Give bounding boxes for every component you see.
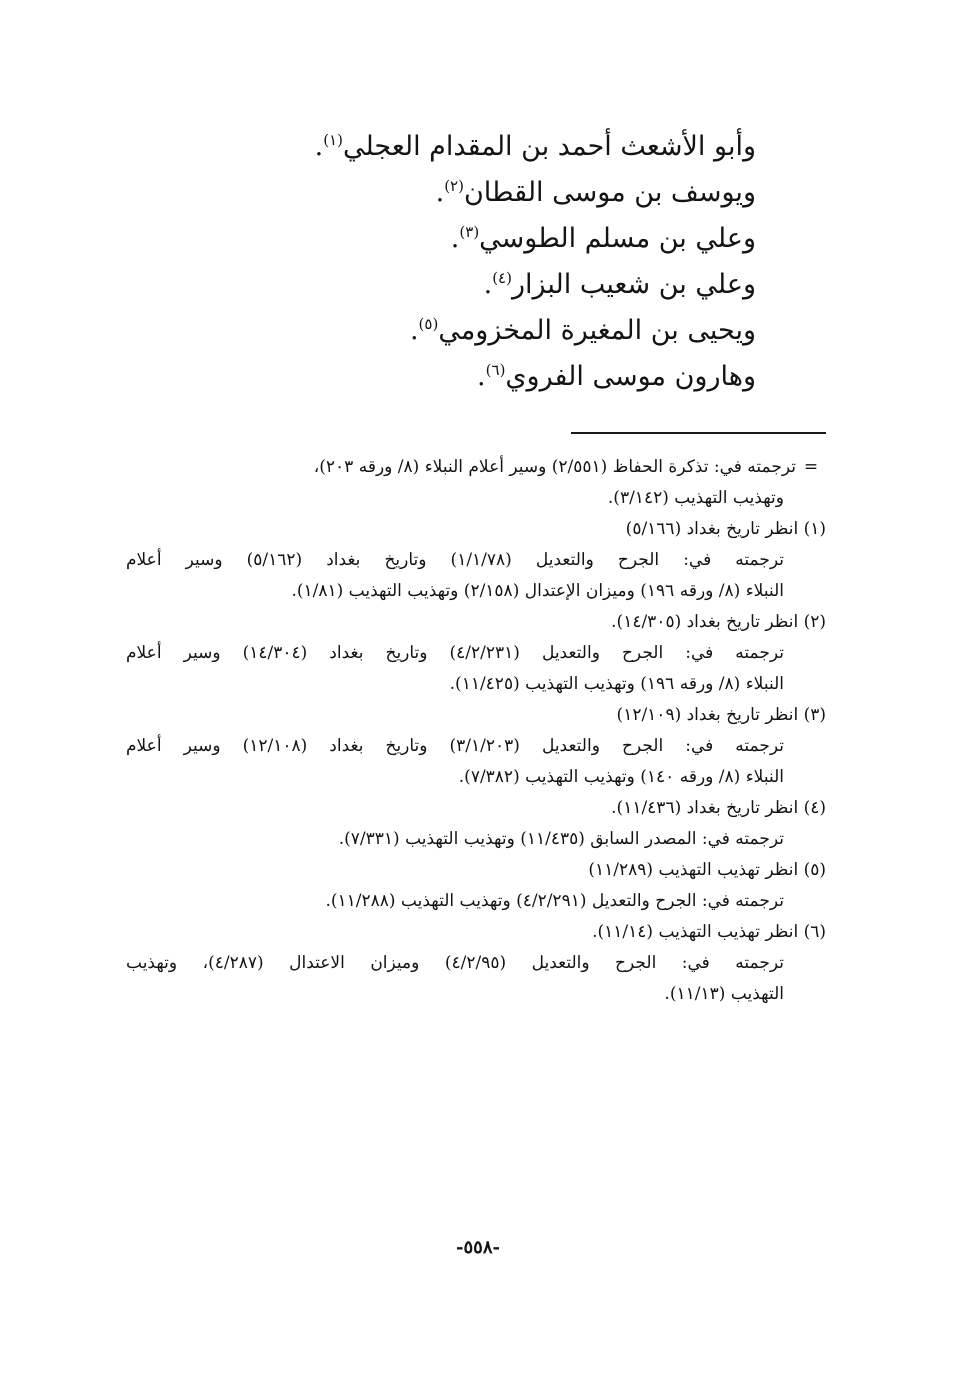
footnote-separator [571, 432, 826, 434]
main-text-line [236, 354, 756, 400]
page-number: -٥٥٨- [456, 1237, 500, 1258]
footnote-continuation [126, 452, 826, 483]
main-line-text: ويحيى بن المغيرة المخزومي [438, 315, 756, 346]
main-line-text: وعلي بن شعيب البزار [511, 269, 756, 300]
main-line-text: وأبو الأشعث أحمد بن المقدام العجلي [342, 131, 756, 162]
footnote-text: ترجمته في: تذكرة الحفاظ (٢/٥٥١) وسير أعلام النبلاء (٨/ ورقه ٢٠٣)، [313, 457, 796, 477]
main-text-line [236, 308, 756, 354]
footnote-marker: (٥) [418, 315, 439, 333]
main-text [236, 124, 756, 400]
line-end: . [483, 269, 493, 300]
footnote-body-line: النبلاء (٨/ ورقه ١٩٦) وتهذيب التهذيب (١١/٤٢٥). [449, 674, 784, 694]
footnote-marker: (٦) [485, 361, 506, 379]
main-line-text: ويوسف بن موسى القطان [463, 177, 756, 208]
main-text-line [236, 262, 756, 308]
footnote-ref-4: (٤) انظر تاريخ بغداد (١١/٤٣٦). [611, 798, 826, 818]
main-line-text: وعلي بن مسلم الطوسي [479, 223, 756, 254]
footnote-body-line: ترجمته في: الجرح والتعديل (٣/١/٢٠٣) وتاريخ بغداد (١٢/١٠٨) وسير أعلام [126, 736, 784, 756]
footnote-body-line: ترجمته في: المصدر السابق (١١/٤٣٥) وتهذيب التهذيب (٧/٣٣١). [338, 829, 784, 849]
footnote-marker: (٣) [459, 223, 480, 241]
main-text-line [236, 170, 756, 216]
footnote-body-line: النبلاء (٨/ ورقه ١٩٦) وميزان الإعتدال (٢/١٥٨) وتهذيب التهذيب (١/٨١). [291, 581, 784, 601]
footnote-body-line: النبلاء (٨/ ورقه ١٤٠) وتهذيب التهذيب (٧/٣٨٢). [458, 767, 784, 787]
line-end: . [409, 315, 419, 346]
line-end: . [450, 223, 460, 254]
footnotes [126, 452, 826, 1010]
footnote-marker: (٤) [492, 269, 512, 287]
footnote-marker: (١) [323, 131, 343, 149]
line-end: . [314, 131, 324, 162]
footnote-body-line: ترجمته في: الجرح والتعديل (٤/٢/٩٥) وميزان الاعتدال (٤/٢٨٧)، وتهذيب [126, 953, 784, 973]
footnote-marker: (٢) [444, 177, 464, 195]
footnote-ref-3: (٣) انظر تاريخ بغداد (١٢/١٠٩) [616, 705, 826, 725]
continuation-marker: = [803, 457, 819, 477]
footnote-body-line: ترجمته في: الجرح والتعديل (٤/٢/٢٩١) وتهذيب التهذيب (١١/٢٨٨). [325, 891, 784, 911]
footnote-body-line: ترجمته في: الجرح والتعديل (٤/٢/٢٣١) وتاريخ بغداد (١٤/٣٠٤) وسير أعلام [126, 643, 784, 663]
line-end: . [477, 361, 486, 392]
footnote-continuation: وتهذيب التهذيب (٣/١٤٢). [607, 488, 784, 508]
footnote-ref-5: (٥) انظر تهذيب التهذيب (١١/٢٨٩) [588, 860, 826, 880]
footnote-ref-1: (١) انظر تاريخ بغداد (٥/١٦٦) [625, 519, 826, 539]
footnote-ref-6: (٦) انظر تهذيب التهذيب (١١/١٤). [592, 922, 826, 942]
main-text-line [236, 216, 756, 262]
footnote-ref-2: (٢) انظر تاريخ بغداد (١٤/٣٠٥). [611, 612, 826, 632]
footnote-body-line: ترجمته في: الجرح والتعديل (١/١/٧٨) وتاريخ بغداد (٥/١٦٢) وسير أعلام [126, 550, 784, 570]
main-line-text: وهارون موسى الفروي [505, 361, 756, 392]
footnote-body-line: التهذيب (١١/١٣). [664, 984, 784, 1004]
main-text-line [236, 124, 756, 170]
line-end: . [435, 177, 445, 208]
